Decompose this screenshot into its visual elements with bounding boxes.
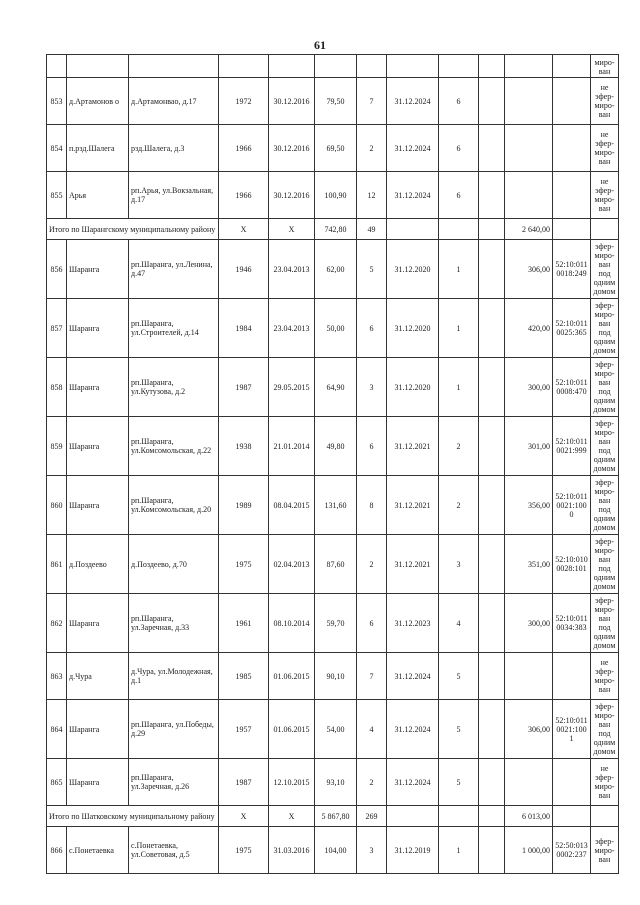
empty-cell [479,78,505,125]
cost-cell [505,78,553,125]
residents-cell: 2 [357,759,387,806]
empty-cell [591,806,619,827]
total-label-cell: Итого по Шарангскому муниципальному району [47,219,219,240]
year-cell: 1966 [219,172,269,219]
settlement-cell: Шаранга [67,240,129,299]
cost-cell: 1 000,00 [505,827,553,874]
address-cell: рп.Шаранга, ул.Комсомольская, д.22 [129,417,219,476]
empty-cell [479,653,505,700]
table-row [47,827,619,874]
empty-cell [479,219,505,240]
table-row [47,700,619,759]
deadline-cell: 31.12.2021 [387,417,439,476]
total-area-cell: 5 867,80 [315,806,357,827]
total-label-cell: Итого по Шатковскому муниципальному району [47,806,219,827]
status-cell: не эфер-миро-ван [591,172,619,219]
address-cell: рп.Шаранга, ул.Заречная, д.26 [129,759,219,806]
address-cell: рп.Шаранга, ул.Строителей, д.14 [129,299,219,358]
empty-cell [387,806,439,827]
address-cell: рп.Шаранга, ул.Комсомольская, д.20 [129,476,219,535]
area-cell: 49,80 [315,417,357,476]
status-cell: эфер-миро-ван под одним домом [591,358,619,417]
table-row [47,240,619,299]
stage-cell: 1 [439,240,479,299]
deadline-cell: 31.12.2024 [387,172,439,219]
empty-cell [591,219,619,240]
area-cell: 93,10 [315,759,357,806]
total-x-cell: Х [269,806,315,827]
cadastral-cell: 52:10:0110021:1000 [553,476,591,535]
area-cell: 59,70 [315,594,357,653]
table-body [47,55,619,874]
empty-cell [479,476,505,535]
year-cell: 1938 [219,417,269,476]
cadastral-cell: 52:10:0110021:999 [553,417,591,476]
date-cell: 30.12.2016 [269,172,315,219]
date-cell: 21.01.2014 [269,417,315,476]
year-cell: 1989 [219,476,269,535]
deadline-cell: 31.12.2020 [387,240,439,299]
cost-cell: 301,00 [505,417,553,476]
empty-cell [479,535,505,594]
residents-cell: 4 [357,700,387,759]
row-number-cell: 854 [47,125,67,172]
settlement-cell: Арья [67,172,129,219]
status-cell: эфер-миро-ван под одним домом [591,417,619,476]
total-residents-cell: 49 [357,219,387,240]
year-cell: 1966 [219,125,269,172]
cadastral-cell [553,125,591,172]
area-cell: 90,10 [315,653,357,700]
empty-cell [439,219,479,240]
deadline-cell: 31.12.2023 [387,594,439,653]
deadline-cell: 31.12.2019 [387,827,439,874]
settlement-cell: Шаранга [67,700,129,759]
date-cell: 30.12.2016 [269,125,315,172]
status-cell: эфер-миро-ван под одним домом [591,535,619,594]
empty-cell [479,700,505,759]
residents-cell: 2 [357,125,387,172]
address-cell: д.Поздеево, д.70 [129,535,219,594]
year-cell: 1987 [219,358,269,417]
total-area-cell: 742,80 [315,219,357,240]
address-cell: рп.Шаранга, ул.Кутузова, д.2 [129,358,219,417]
residents-cell: 7 [357,78,387,125]
empty-cell [479,827,505,874]
cost-cell: 420,00 [505,299,553,358]
empty-cell [479,172,505,219]
settlement-cell: п.рзд.Шалега [67,125,129,172]
status-cell: миро-ван [591,55,619,78]
row-number-cell: 853 [47,78,67,125]
cost-cell [505,172,553,219]
status-cell: не эфер-миро-ван [591,759,619,806]
residents-cell: 5 [357,240,387,299]
total-x-cell: Х [219,219,269,240]
row-number-cell: 863 [47,653,67,700]
area-cell: 54,00 [315,700,357,759]
status-cell: эфер-миро-ван под одним домом [591,476,619,535]
year-cell: 1984 [219,299,269,358]
row-number-cell: 861 [47,535,67,594]
row-number-cell: 866 [47,827,67,874]
row-number-cell: 862 [47,594,67,653]
status-cell: не эфер-миро-ван [591,78,619,125]
empty-cell [479,417,505,476]
settlement-cell: Шаранга [67,358,129,417]
stage-cell: 5 [439,653,479,700]
row-number-cell: 856 [47,240,67,299]
cost-cell: 306,00 [505,240,553,299]
settlement-cell: Шаранга [67,476,129,535]
area-cell: 79,50 [315,78,357,125]
empty-cell [479,125,505,172]
date-cell: 12.10.2015 [269,759,315,806]
empty-cell [553,219,591,240]
cadastral-cell: 52:10:0110021:1001 [553,700,591,759]
residents-cell: 7 [357,653,387,700]
table-row [47,653,619,700]
empty-cell [479,806,505,827]
stage-cell: 5 [439,759,479,806]
stage-cell: 5 [439,700,479,759]
stage-cell: 6 [439,172,479,219]
cost-cell [505,653,553,700]
cost-cell: 300,00 [505,358,553,417]
residents-cell: 12 [357,172,387,219]
address-cell: рп.Арья, ул.Вокзальная, д.17 [129,172,219,219]
table-row [47,299,619,358]
table-row [47,78,619,125]
table-row [47,759,619,806]
year-cell: 1957 [219,700,269,759]
status-cell: эфер-миро-ван [591,827,619,874]
status-cell: эфер-миро-ван под одним домом [591,700,619,759]
empty-cell [479,358,505,417]
stage-cell: 3 [439,535,479,594]
page-number: 61 [314,38,326,52]
stage-cell: 2 [439,417,479,476]
address-cell: д.Чура, ул.Молодежная, д.1 [129,653,219,700]
residents-cell: 6 [357,417,387,476]
residents-cell: 2 [357,535,387,594]
settlement-cell: Шаранга [67,417,129,476]
stage-cell: 1 [439,358,479,417]
settlement-cell: д.Поздеево [67,535,129,594]
continuation-row [47,55,619,78]
table-row [47,476,619,535]
date-cell: 01.06.2015 [269,700,315,759]
empty-cell [439,806,479,827]
cost-cell: 356,00 [505,476,553,535]
address-cell: рп.Шаранга, ул.Победы, д.29 [129,700,219,759]
table-row [47,172,619,219]
date-cell: 08.04.2015 [269,476,315,535]
deadline-cell: 31.12.2024 [387,653,439,700]
area-cell: 100,90 [315,172,357,219]
total-cost-cell: 2 640,00 [505,219,553,240]
empty-cell [387,219,439,240]
address-cell: с.Понетаевка, ул.Советовая, д.5 [129,827,219,874]
area-cell: 131,60 [315,476,357,535]
year-cell: 1946 [219,240,269,299]
table-row [47,417,619,476]
deadline-cell: 31.12.2020 [387,299,439,358]
settlement-cell: д.Чура [67,653,129,700]
total-x-cell: Х [219,806,269,827]
row-number-cell: 860 [47,476,67,535]
cadastral-cell [553,172,591,219]
area-cell: 104,00 [315,827,357,874]
settlement-cell: Шаранга [67,299,129,358]
deadline-cell: 31.12.2020 [387,358,439,417]
address-cell: д.Артамонвао, д.17 [129,78,219,125]
residents-cell: 3 [357,358,387,417]
date-cell: 23.04.2013 [269,240,315,299]
total-residents-cell: 269 [357,806,387,827]
area-cell: 87,60 [315,535,357,594]
cadastral-cell: 52:10:0110025:365 [553,299,591,358]
year-cell: 1985 [219,653,269,700]
stage-cell: 6 [439,78,479,125]
row-number-cell: 858 [47,358,67,417]
date-cell: 31.03.2016 [269,827,315,874]
settlement-cell: Шаранга [67,594,129,653]
area-cell: 50,00 [315,299,357,358]
stage-cell: 4 [439,594,479,653]
total-row [47,219,619,240]
row-number-cell: 865 [47,759,67,806]
cadastral-cell: 52:50:0130002:237 [553,827,591,874]
cadastral-cell [553,759,591,806]
total-row [47,806,619,827]
cost-cell [505,759,553,806]
deadline-cell: 31.12.2021 [387,476,439,535]
stage-cell: 2 [439,476,479,535]
cost-cell: 306,00 [505,700,553,759]
settlement-cell: с.Понетаевка [67,827,129,874]
year-cell: 1987 [219,759,269,806]
cost-cell: 351,00 [505,535,553,594]
year-cell: 1975 [219,827,269,874]
cadastral-cell: 52:10:0110034:383 [553,594,591,653]
cadastral-cell: 52:10:0100028:101 [553,535,591,594]
residents-cell: 6 [357,594,387,653]
stage-cell: 1 [439,299,479,358]
area-cell: 64,90 [315,358,357,417]
empty-cell [479,594,505,653]
total-x-cell: Х [269,219,315,240]
residents-cell: 3 [357,827,387,874]
deadline-cell: 31.12.2024 [387,78,439,125]
empty-cell [479,759,505,806]
residents-cell: 6 [357,299,387,358]
status-cell: эфер-миро-ван под одним домом [591,299,619,358]
table-row [47,594,619,653]
cadastral-cell: 52:10:0110018:249 [553,240,591,299]
area-cell: 62,00 [315,240,357,299]
status-cell: эфер-миро-ван под одним домом [591,594,619,653]
settlement-cell: д.Артамонов о [67,78,129,125]
year-cell: 1972 [219,78,269,125]
total-cost-cell: 6 013,00 [505,806,553,827]
address-cell: рп.Шаранга, ул.Ленина, д.47 [129,240,219,299]
housing-table [46,54,619,874]
table-row [47,358,619,417]
cadastral-cell [553,653,591,700]
residents-cell: 8 [357,476,387,535]
date-cell: 01.06.2015 [269,653,315,700]
deadline-cell: 31.12.2024 [387,700,439,759]
row-number-cell: 855 [47,172,67,219]
address-cell: рп.Шаранга, ул.Заречная, д.33 [129,594,219,653]
deadline-cell: 31.12.2024 [387,759,439,806]
empty-cell [479,299,505,358]
deadline-cell: 31.12.2021 [387,535,439,594]
cadastral-cell [553,78,591,125]
date-cell: 30.12.2016 [269,78,315,125]
table-row [47,535,619,594]
settlement-cell: Шаранга [67,759,129,806]
date-cell: 23.04.2013 [269,299,315,358]
date-cell: 29.05.2015 [269,358,315,417]
empty-cell [553,806,591,827]
year-cell: 1961 [219,594,269,653]
empty-cell [479,240,505,299]
stage-cell: 6 [439,125,479,172]
address-cell: рзд.Шалега, д.3 [129,125,219,172]
cost-cell [505,125,553,172]
table-row [47,125,619,172]
status-cell: не эфер-миро-ван [591,653,619,700]
row-number-cell: 857 [47,299,67,358]
stage-cell: 1 [439,827,479,874]
status-cell: эфер-миро-ван под одним домом [591,240,619,299]
area-cell: 69,50 [315,125,357,172]
row-number-cell: 859 [47,417,67,476]
cost-cell: 300,00 [505,594,553,653]
year-cell: 1975 [219,535,269,594]
status-cell: не эфер-миро-ван [591,125,619,172]
date-cell: 08.10.2014 [269,594,315,653]
row-number-cell: 864 [47,700,67,759]
date-cell: 02.04.2013 [269,535,315,594]
deadline-cell: 31.12.2024 [387,125,439,172]
cadastral-cell: 52:10:0110008:470 [553,358,591,417]
